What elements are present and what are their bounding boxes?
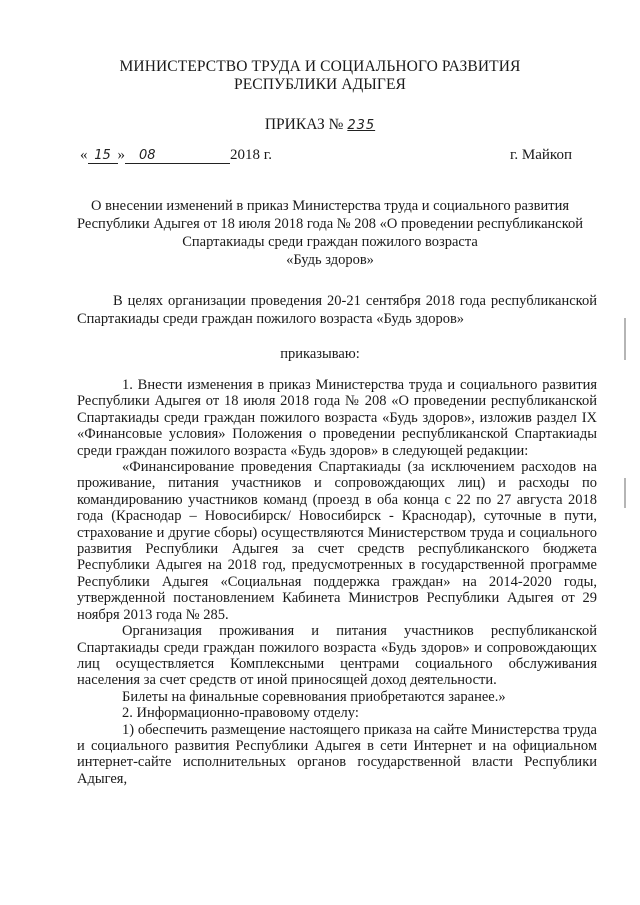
body-paragraph-3: Организация проживания и питания участников республиканской Спартакиады среди граждан пожилого возраста «Будь здоров» и сопровождающих лиц осуществляется Комплексными центрами социального обслуживания населения за счет средств от иной приносящей доход деятельности.	[77, 623, 597, 689]
order-subject	[70, 197, 590, 269]
scan-artifact	[624, 478, 626, 508]
city: г. Майкоп	[509, 147, 572, 163]
body-paragraph-2: «Финансирование проведения Спартакиады (за исключением расходов на проживание, питания участников и сопровождающих лиц) и расходы по командированию участников команд (проезд в оба конца с 22 по 27 августа 2018 года (Краснодар – Новосибирск/ Новосибирск - Краснодар), суточные в пути, страхование и другие сборы) осуществляются Министерством труда и социального развития Республики Адыгея за счет средств республиканского бюджета Республики Адыгея на 2018 год, предусмотренных в государственной программе Республики Адыгея «Социальная поддержка граждан» на 2014-2020 годы, утвержденной постановлением Кабинета Министров Республики Адыгея от 29 ноября 2013 года № 285.	[77, 459, 597, 623]
subject-line1: О внесении изменений в приказ Министерства труда и социального развития	[90, 198, 570, 214]
order-number: 235	[347, 118, 376, 133]
subject-line2: Республики Адыгея от 18 июля 2018 года № 208 «О проведении республиканской	[76, 216, 584, 232]
date-close-quote: »	[117, 147, 125, 163]
date-month: 08	[125, 148, 230, 164]
order-date	[80, 146, 272, 164]
subject-line4: «Будь здоров»	[286, 252, 374, 268]
intro-paragraph: В целях организации проведения 20-21 сентября 2018 года республиканской Спартакиады среди граждан пожилого возраста «Будь здоров»	[77, 293, 597, 327]
order-body	[77, 377, 597, 787]
body-paragraph-6: 1) обеспечить размещение настоящего приказа на сайте Министерства труда и социального развития Республики Адыгея в сети Интернет и на официальном интернет-сайте исполнительных органов государственной власти Республики Адыгея,	[77, 721, 597, 787]
date-day: 15	[88, 148, 118, 164]
date-open-quote: «	[80, 147, 88, 163]
ministry-name-line1: МИНИСТЕРСТВО ТРУДА И СОЦИАЛЬНОГО РАЗВИТИЯ	[119, 58, 521, 75]
body-paragraph-5: 2. Информационно-правовому отделу:	[122, 705, 359, 722]
order-title	[0, 116, 640, 135]
order-directive-word: приказываю:	[280, 346, 360, 362]
body-paragraph-1: 1. Внести изменения в приказ Министерства труда и социального развития Республики Адыгея от 18 июля 2018 года № 208 «О проведении республиканской Спартакиады среди граждан пожилого возраста «Будь здоров», изложив раздел IX «Финансовые условия» Положения о проведении республиканской Спартакиады среди граждан пожилого возраста «Будь здоров» в следующей редакции:	[77, 377, 597, 459]
ministry-header	[0, 58, 640, 94]
date-year: 2018 г.	[230, 147, 272, 163]
subject-line3: Спартакиады среди граждан пожилого возраста	[182, 234, 478, 250]
scan-artifact	[624, 318, 626, 360]
body-paragraph-4: Билеты на финальные соревнования приобретаются заранее.»	[122, 688, 506, 705]
order-label: ПРИКАЗ №	[264, 116, 344, 133]
ministry-name-line2: РЕСПУБЛИКИ АДЫГЕЯ	[234, 76, 406, 93]
